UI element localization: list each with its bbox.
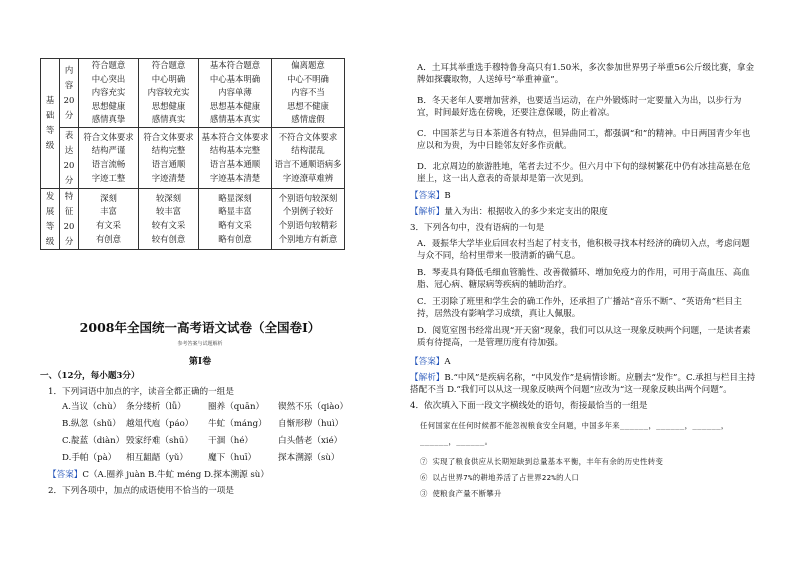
question-1: 1．下列词语中加点的字，读音全都正确的一组是 xyxy=(48,387,234,397)
question-4: 4．依次填入下面一段文字横线处的语句，衔接最恰当的一组是 xyxy=(410,401,648,411)
q1-option-d: D.手帕（pà） 相互龃龉（yǔ） 魔下（huī） 探本溯源（sù） xyxy=(62,453,340,463)
q3-answer: 【答案】A xyxy=(410,357,451,367)
table-row xyxy=(41,59,345,128)
q4-passage: 任何国家在任何时候都不能忽视粮食安全问题，中国多年来______，______，______，______，______。 xyxy=(420,421,729,446)
q3-explanation: 【解析】B.“中风”是疾病名称，“中风发作”是病情诊断。应删去“发作”。C.承担与栏目主持搭配不当 D.“我们可以从这一现象反映两个问题”应改为“这一现象反映出两个问题”。 xyxy=(410,373,756,395)
q4-item-3: ③ 使粮食产量不断攀升 xyxy=(420,489,502,498)
q1-option-c: C.靛蓝（diàn） 毁家纾难（shū） 干涸（hé） 白头偕老（xié） xyxy=(62,436,343,446)
rubric-cell: 不符合文体要求 结构混乱 语言不通顺语病多 字迹潦草难辨 xyxy=(272,127,345,188)
q2-answer: 【答案】B xyxy=(410,191,451,201)
q3-option-c: C．王羽除了班里和学生会的确工作外，还承担了广播站“音乐不断”、“英语角”栏目主持，居然没有影响学习成绩，真让人佩服。 xyxy=(417,297,742,319)
q4-item-2: ⑥ 以占世界7%的耕地养活了占世界22%的人口 xyxy=(420,473,580,482)
rubric-cell: 基本符合题意 中心基本明确 内容单薄 思想基本健康 感情基本真实 xyxy=(199,59,272,128)
reference-note: 参考答案与试题解析 xyxy=(177,341,223,347)
rubric-row-label: 内容20分 xyxy=(60,59,79,128)
rubric-cell: 符合题意 中心明确 内容较充实 思想健康 感情真实 xyxy=(139,59,199,128)
q2-option-c: C．中国茶艺与日本茶道各有特点，但异曲同工，都强调“和”的精神。中日两国青少年也应以和为贵，为中日睦邻友好多作贡献。 xyxy=(417,129,751,151)
q1-answer: 【答案】C（A.圈养 juàn B.牛虻 méng D.探本溯源 sù） xyxy=(48,470,269,480)
question-2: 2．下列各项中，加点的成语使用不恰当的一项是 xyxy=(48,486,234,496)
q4-item-1: ⑦ 实现了粮食供应从长期短缺到总量基本平衡，丰年有余的历史性转变 xyxy=(420,457,664,466)
rubric-cell: 个别语句较深刻 个别例子较好 个别语句较精彩 个别地方有新意 xyxy=(272,188,345,249)
q2-option-b: B．冬天老年人要增加营养，也要适当运动，在户外锻炼时一定要量入为出，以步行为宜，时间最好选在傍晚，还要注意保暖，防止着凉。 xyxy=(417,96,742,118)
rubric-row-label: 特征20分 xyxy=(60,188,79,249)
question-3: 3．下列各句中，没有语病的一句是 xyxy=(410,223,545,233)
rubric-cell: 基本符合文体要求 结构基本完整 语言基本通顺 字迹基本清楚 xyxy=(199,127,272,188)
rubric-cell: 偏离题意 中心不明确 内容不当 思想不健康 感情虚假 xyxy=(272,59,345,128)
rubric-cell: 深刻 丰富 有文采 有创意 xyxy=(79,188,139,249)
rubric-cell: 较深刻 较丰富 较有文采 较有创意 xyxy=(139,188,199,249)
section-dev-label: 发展等级 xyxy=(41,188,60,249)
rubric-cell: 符合文体要求 结构严谨 语言流畅 字迹工整 xyxy=(79,127,139,188)
q2-option-a: A．土耳其举重选手穆特鲁身高只有1.50米，多次参加世界男子举重56公斤级比赛，拿金牌如探囊取物，人送绰号“举重神童”。 xyxy=(417,63,755,85)
q1-option-b: B.纵忽（shǔ） 越俎代庖（páo） 牛虻（máng） 自惭形秽（huì） xyxy=(62,419,344,429)
section-basic-label: 基础等级 xyxy=(41,59,60,189)
q2-explanation: 【解析】量入为出：根据收入的多少来定支出的限度 xyxy=(410,207,608,217)
table-row xyxy=(41,127,345,188)
section-heading: 一、（12分，每小题3分） xyxy=(40,371,140,381)
volume-heading: 第Ⅰ卷 xyxy=(188,357,212,367)
rubric-cell: 符合题意 中心突出 内容充实 思想健康 感情真挚 xyxy=(79,59,139,128)
q3-option-a: A．聂振华大学毕业后回农村当起了村支书，他积极寻找本村经济的确切入点，考虑问题与众不同，给村里带来一股清新的确气息。 xyxy=(417,239,750,261)
q3-option-b: B．琴麦具有降低毛细血管脆性、改善微循环、增加免疫力的作用，可用于高血压、高血脂、冠心病、糖尿病等疾病的辅助治疗。 xyxy=(417,268,750,290)
rubric-cell: 符合文体要求 结构完整 语言通顺 字迹清楚 xyxy=(139,127,199,188)
paper-title: 2008年全国统一高考语文试卷（全国卷Ⅰ） xyxy=(79,320,321,335)
scoring-rubric-table xyxy=(40,58,345,250)
table-row xyxy=(41,188,345,249)
q3-option-d: D．阅览室图书经常出现“开天窗”现象，我们可以从这一现象反映两个问题，一是读者素质有待提高，一是管理历度有待加强。 xyxy=(417,326,751,348)
rubric-row-label: 表达20分 xyxy=(60,127,79,188)
q1-option-a: A.当议（chù） 条分缕析（lǚ） 圈养（quān） 锲然不乐（qiào） xyxy=(62,402,349,412)
rubric-cell: 略显深刻 略显丰富 略有文采 略有创意 xyxy=(199,188,272,249)
q2-option-d: D．北京周边的旅游胜地，笔者去过不少。但六月中下旬的绿树繁花中仍有冰挂高悬在危崖上，这一出人意表的奇景却是第一次见到。 xyxy=(417,162,751,184)
